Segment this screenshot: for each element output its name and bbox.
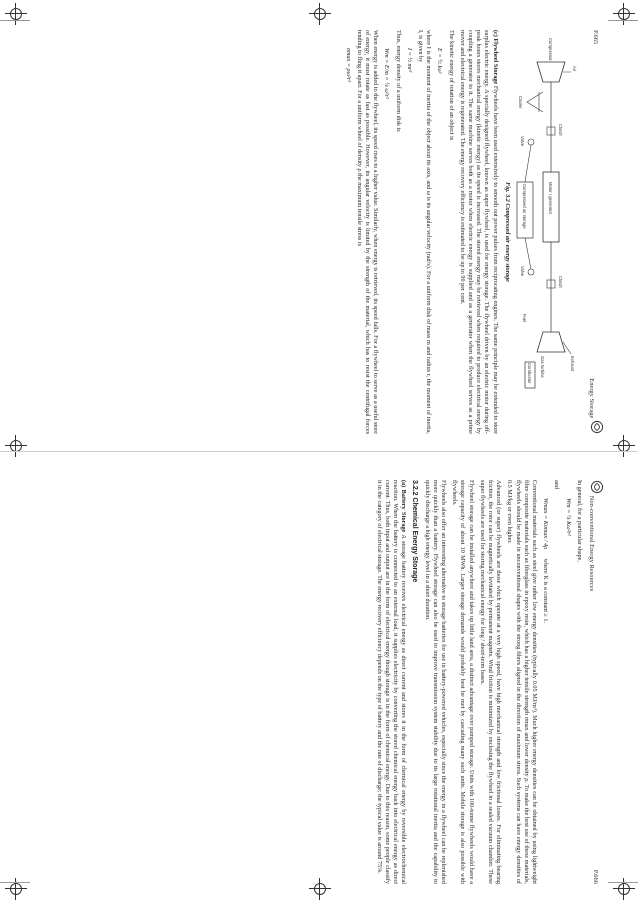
flywheel-heading: (c) Flywheel Storage (491, 30, 499, 85)
k-note: where K is a constant ≥ 1. (542, 558, 550, 624)
running-head-title: Non-conventional Energy Resources (588, 495, 595, 592)
gas-turbine-shape (537, 332, 565, 352)
cooler-label: Cooler (517, 96, 523, 109)
page-number: P.665 (592, 30, 600, 45)
trim-mark (0, 20, 30, 21)
valve-right-symbol (528, 269, 534, 275)
inertia-formula: I = ½ mr² (405, 48, 413, 73)
clutch-right-label: Clutch (557, 276, 563, 288)
motor-generator-label: Motor / generator (547, 182, 553, 215)
materials-paragraph: Conventional materials such as steel give rather low energy densities (typically 0.05 MJ/m³). Much higher energy densities can be obtained by using lightweight fibre composite materials such as fiberglass in epoxy resin, which has a higher tensile strength σmax and lower density ρ. To make the best use of these materials, flywheels should be made in unconventional shapes with the strong fibres aligned in the direction of maximum stress. Such systems can have energy densities of 0.5 MJ/kg or even higher. (506, 480, 538, 884)
fuel-label: Fuel (521, 314, 527, 323)
compressor-shape (537, 62, 565, 82)
clutch-left-label: Clutch (557, 124, 563, 136)
registration-mark (10, 883, 22, 895)
stress-formula: σmax = ρω²r² (344, 48, 352, 83)
page-665 (330, 22, 610, 442)
registration-mark (618, 8, 630, 20)
page-666 (330, 472, 610, 892)
publisher-logo-icon (590, 480, 604, 494)
running-head (587, 30, 604, 434)
and-label: and (553, 480, 561, 489)
wmax-formula-text: Wmax = Kσmax / 4ρ (542, 498, 550, 550)
exhaust-label: Exhaust (569, 356, 575, 372)
valve-right-label: Valve (519, 266, 525, 277)
trim-mark (0, 882, 30, 883)
advanced-paragraph: Advanced (or super) flywheels are those which operate at a very high speed, have high mechanical strength and low frictional losses. For eliminating bearing friction, the rotor can be magnetically levitated by permanent magnets. Wind friction is minimized by enclosing the flywheel in a sealed vacuum chamber. These super flywheels are used for storing mechanical energy for long / short-term bases. (478, 480, 503, 884)
flywheel-paragraph (458, 30, 499, 434)
storage-label: Compressed air storage (521, 184, 527, 229)
vehicles-paragraph: Flywheels also offer an interesting alternative to storage batteries for use in battery-powered vehicles, especially since the energy in a flywheel can be replenished more quickly than a battery. Flywheel storage can also be used to improve transmission system stability due to its large rotational inertia and the capability to quickly discharge a high energy level in a short duration. (423, 480, 447, 884)
ke-intro: The kinetic energy of rotation of an object is (447, 30, 455, 141)
page-number: P.666 (592, 869, 600, 884)
shape-intro: In general, for a particular shape, (575, 480, 583, 562)
combustor-label: Combustor (526, 363, 532, 384)
valve-left-label: Valve (519, 136, 525, 147)
wmax-formula (541, 498, 549, 884)
gas-turbine-label: Gas turbine (539, 356, 545, 378)
flywheel-text: Flywheels have been used extensively to smooth out power pulses from reciprocating engines. The same principle may be extended to store surplus electric energy. A specially designed flywheel, known as super flywheel, is used for energy storage. The flywheel driven by an electric motor during off-peak hours stores mechanical energy (kinetic energy) as its speed is increased. The stored energy may be retrieved when required to produce electrical energy by coupling a generator to it. The same machine serves both as a motor when electric energy is supplied and as a generator when the flywheel serves as a prime mover and electrical energy is regenerated. The energy recovery efficiency is estimated to be up to 90 per cent. (458, 30, 499, 435)
section-heading: 3.2.2 Chemical Energy Storage (411, 480, 419, 583)
battery-heading: (a) Battery Storage (400, 480, 408, 533)
trim-mark (608, 882, 638, 883)
battery-text: A storage battery receives electrical energy as direct current and stores it in the form of chemical energy by reversible electrochemical reaction. When the battery is connected to an external load, it supplies electricity by converting the stored chemical energy back into electrical energy as direct current. Thus, both input and output are in the form of electrical energy though storage is in the form of chemical energy. Due to this reason, some people classify it in the category of electrical storage. The energy recovery efficiency depends on the type of battery and the rate of discharge; the typical value is around 75%. (375, 480, 408, 884)
registration-mark (314, 8, 326, 20)
ke-formula: E = ½ Iω² (436, 48, 444, 74)
trim-mark (608, 20, 638, 21)
fold-line (0, 451, 638, 452)
wm-formula: Wm = ¼ Kω²r² (564, 498, 572, 536)
caes-diagram (513, 30, 583, 434)
valve-left-symbol (528, 139, 534, 145)
ke-where: where I is the moment of inertia of the object about its axis, and ω is its angular velocity (rad/s). For a uniform disk of mass m and radius r, the moment of inertia, I, is given by (416, 30, 433, 434)
compressor-label: Compressor (547, 38, 553, 61)
density-formula: Wm = E/m = ¼ ω²r² (383, 48, 391, 99)
running-head-title: Energy Storage (588, 378, 595, 419)
speed-paragraph: When energy is added to the flywheel, its speed rises to a higher value. Similarly, when energy is retrieved, its speed falls. For a flywheel to serve as a useful store of energy, it must rotate as fast as possible. However, its angular velocity is limited by the strength of the material, which has to resist the centrifugal forces tending to fling it apart. For a uniform wheel of density ρ the maximum tensile stress is (355, 30, 380, 434)
battery-paragraph (374, 480, 407, 884)
running-head (587, 480, 604, 884)
publisher-logo-icon (590, 420, 604, 434)
installed-paragraph: Flywheel storage can be installed anywhere and takes up little land area, a distinct advantage over pumped storage. Units with 100-tonne flywheels would have a storage capacity of about 10 MWh. Larger storage demands would probably best be met by cascading many such units. Mobile storage is also possible with flywheels. (451, 480, 475, 884)
density-intro: Thus, energy density of a uniform disk is (394, 30, 402, 132)
air-label: Air (571, 66, 577, 72)
registration-mark (10, 8, 22, 20)
registration-mark (314, 883, 326, 895)
registration-mark (618, 883, 630, 895)
figure-caption: Fig. 3.2 Compressed air energy storage (503, 182, 511, 282)
